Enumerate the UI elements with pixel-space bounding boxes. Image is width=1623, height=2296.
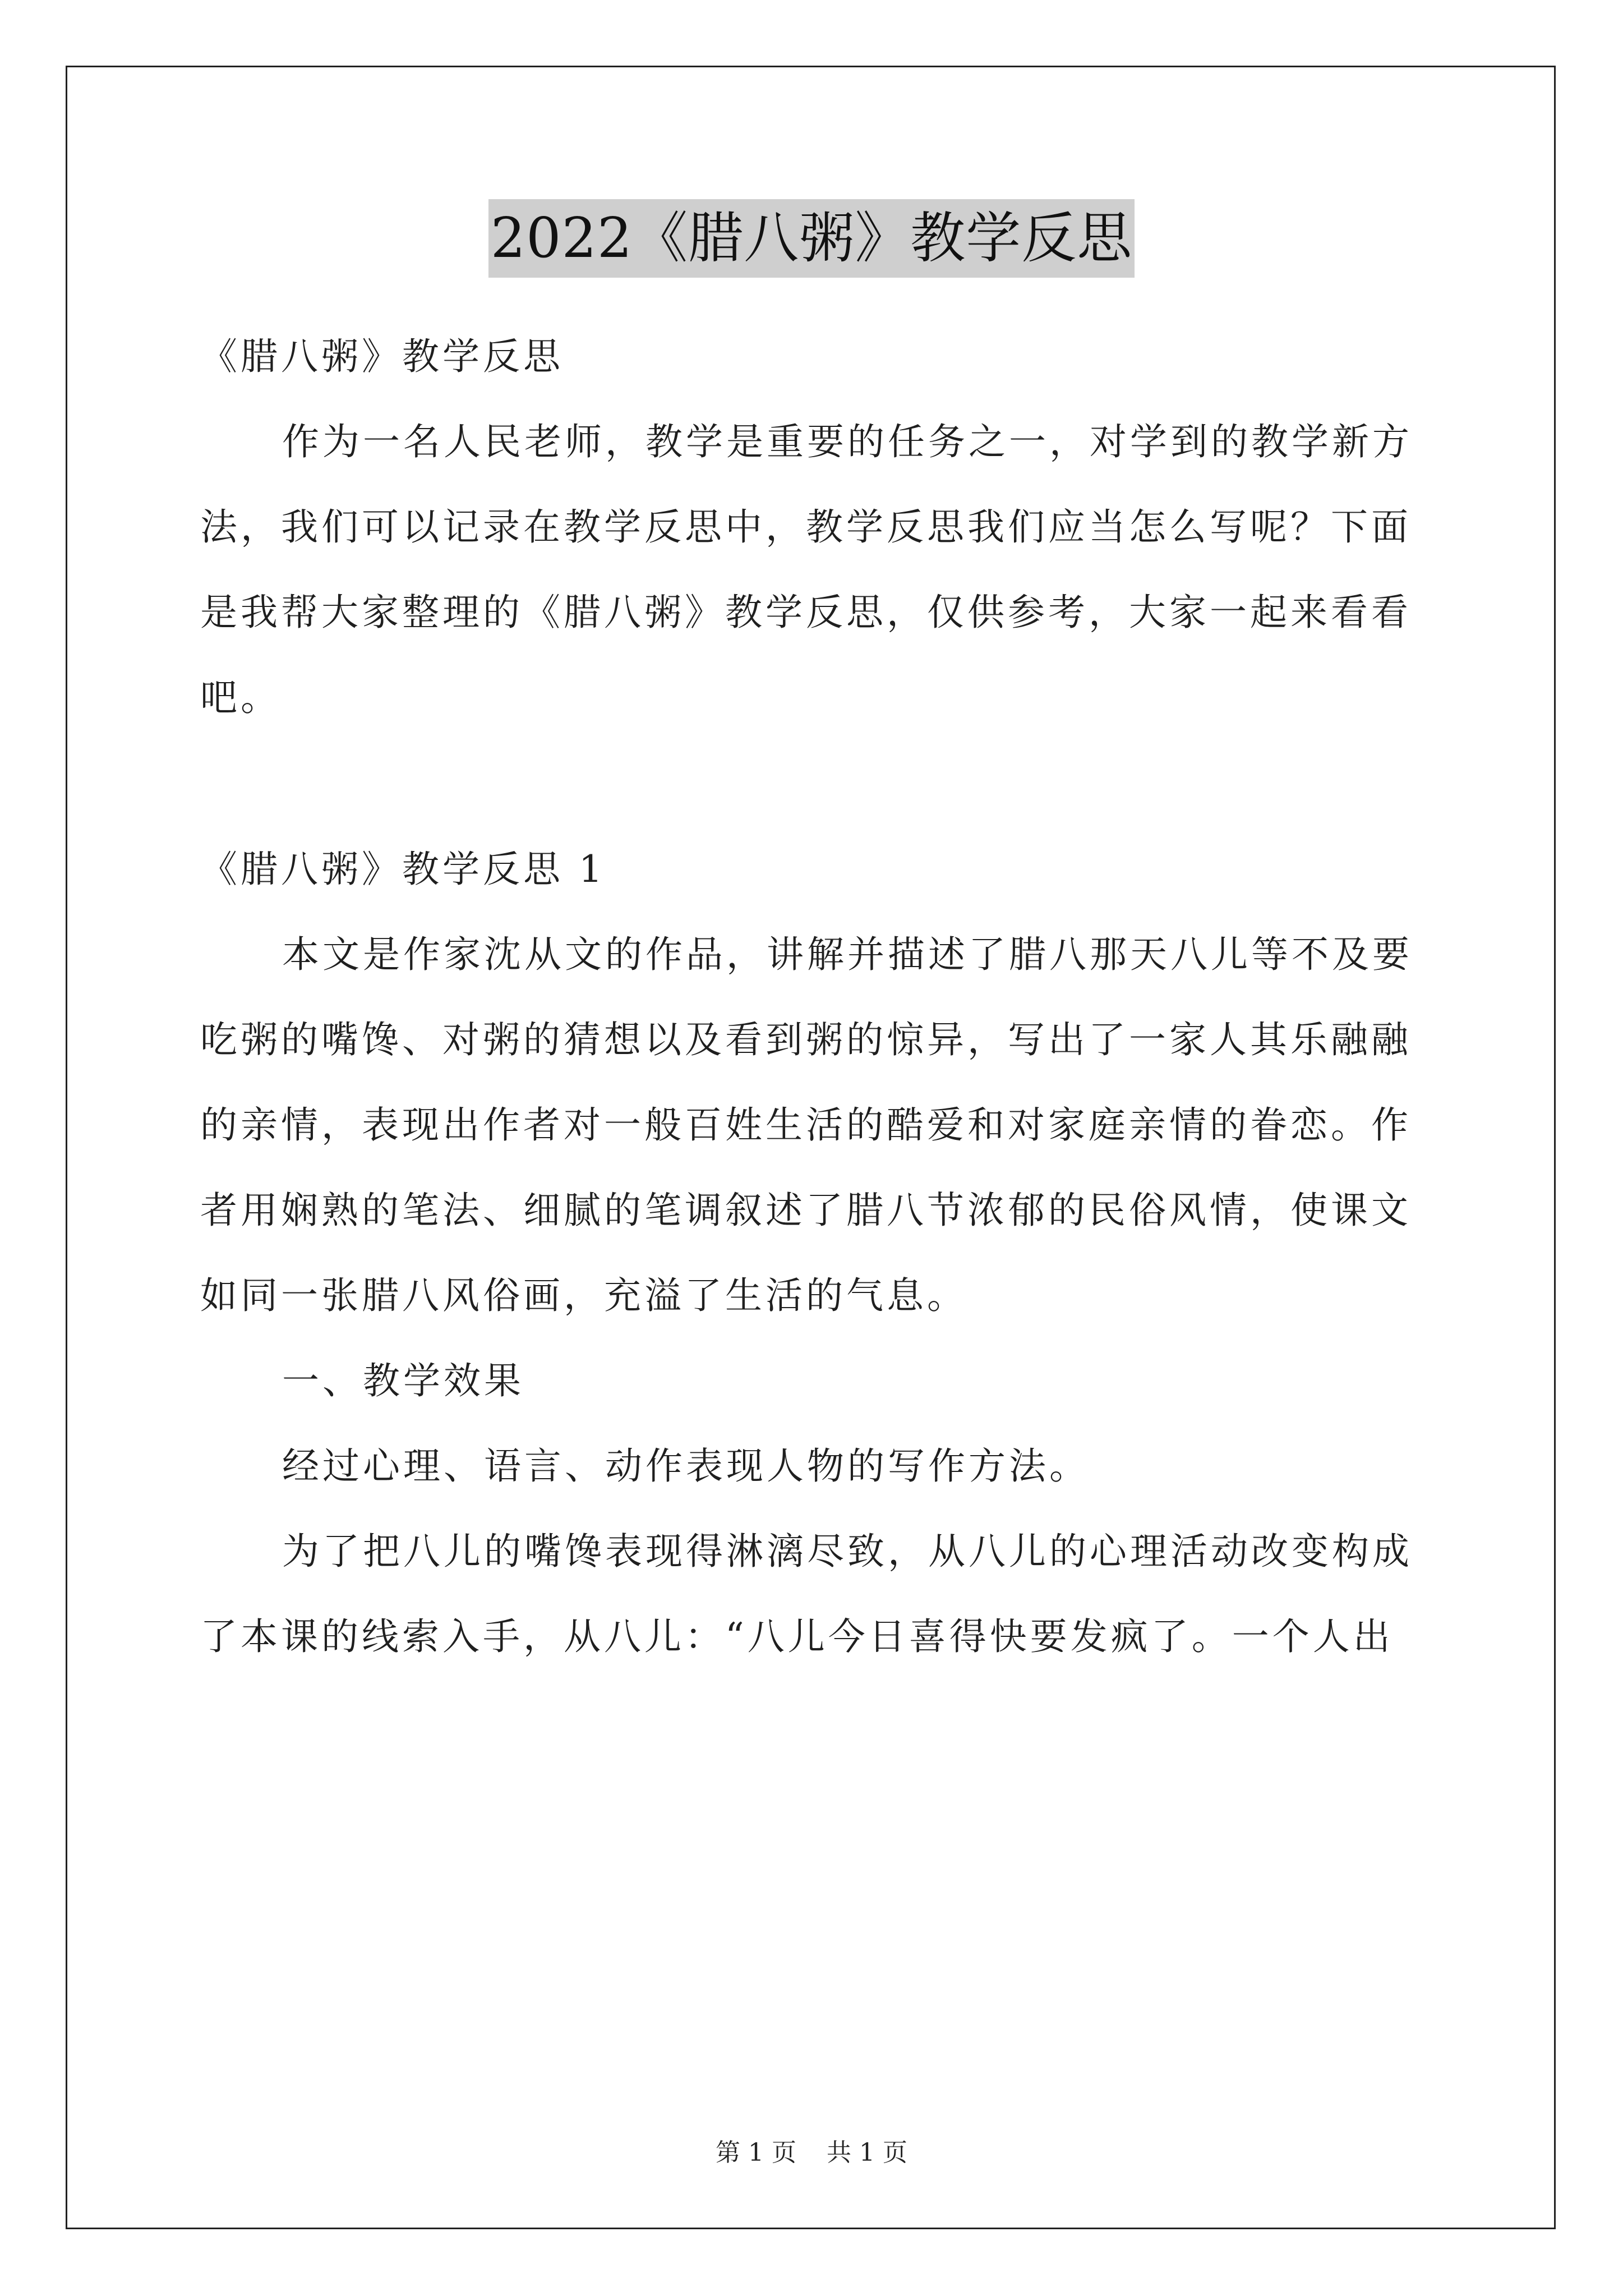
text-line: 如同一张腊八风俗画，充溢了生活的气息。 — [200, 1274, 967, 1317]
document-title: 2022《腊八粥》教学反思 — [488, 199, 1135, 278]
text-line: 的亲情，表现出作者对一般百姓生活的酷爱和对家庭亲情的眷恋。作 — [200, 1103, 1412, 1147]
text-line: 《腊八粥》教学反思 1 — [200, 848, 606, 891]
text-line: 了本课的线索入手，从八儿：“八儿今日喜得快要发疯了。一个人出 — [200, 1615, 1394, 1658]
text-line: 是我帮大家整理的《腊八粥》教学反思，仅供参考，大家一起来看看 — [200, 591, 1412, 634]
text-line: 本文是作家沈从文的作品，讲解并描述了腊八那天八儿等不及要 — [282, 933, 1413, 976]
text-line: 者用娴熟的笔法、细腻的笔调叙述了腊八节浓郁的民俗风情，使课文 — [200, 1189, 1412, 1232]
page-number-total: 共 1 页 — [827, 2138, 907, 2167]
page-number-current: 第 1 页 — [716, 2138, 796, 2167]
text-line: 吃粥的嘴馋、对粥的猜想以及看到粥的惊异，写出了一家人其乐融融 — [200, 1018, 1412, 1061]
text-line: 作为一名人民老师，教学是重要的任务之一，对学到的教学新方 — [282, 420, 1413, 463]
document-body — [200, 314, 1431, 1680]
text-line: 一、教学效果 — [282, 1359, 524, 1402]
page-footer — [0, 2136, 1623, 2170]
text-line: 为了把八儿的嘴馋表现得淋漓尽致，从八儿的心理活动改变构成 — [282, 1530, 1413, 1573]
text-line: 吧。 — [200, 676, 281, 719]
text-line: 《腊八粥》教学反思 — [200, 335, 564, 378]
paragraph-gap — [200, 740, 1431, 827]
title-container — [0, 199, 1623, 278]
text-line: 法，我们可以记录在教学反思中，教学反思我们应当怎么写呢？下面 — [200, 505, 1412, 549]
text-line: 经过心理、语言、动作表现人物的写作方法。 — [282, 1444, 1090, 1488]
